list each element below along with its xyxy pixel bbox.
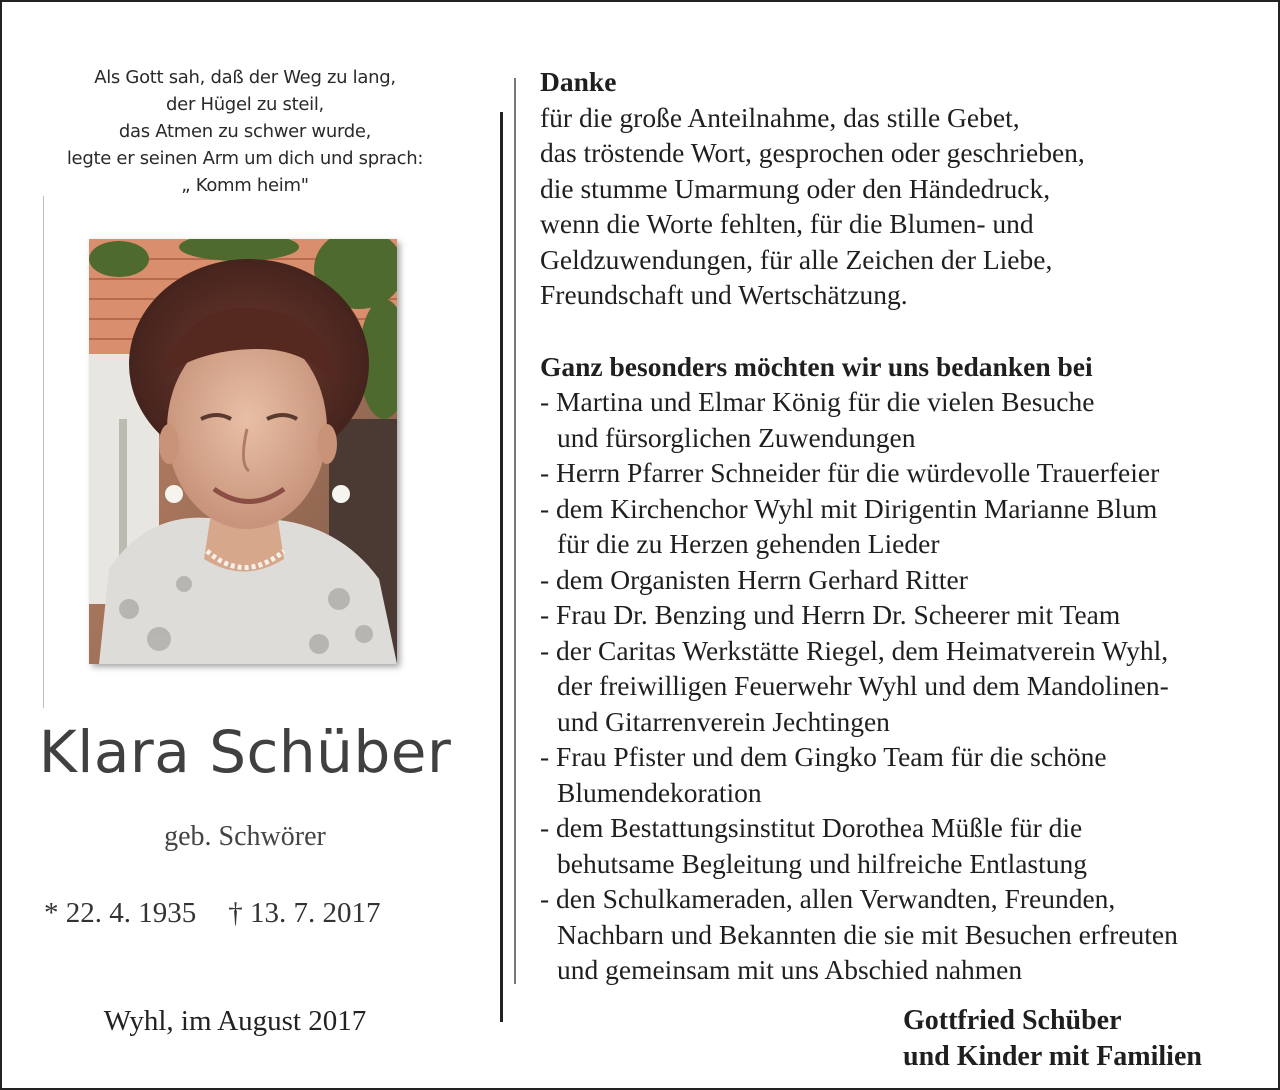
special-item-continuation: behutsame Begleitung und hilfreiche Entlastung <box>557 847 1088 879</box>
special-item: - der Caritas Werkstätte Riegel, dem Heimatverein Wyhl, <box>540 634 1169 666</box>
special-item-continuation: und gemeinsam mit uns Abschied nahmen <box>557 954 1023 985</box>
right-column <box>540 64 1260 988</box>
special-heading: Ganz besonders möchten wir uns bedanken bei <box>540 350 1093 382</box>
poem-line: „ Komm heim" <box>181 175 309 196</box>
special-item: - dem Kirchenchor Wyhl mit Dirigentin Marianne Blum <box>540 492 1158 524</box>
birth-date: * 22. 4. 1935 <box>44 897 197 929</box>
signature <box>903 1003 1263 1075</box>
special-item: - Martina und Elmar König für die vielen Besuche <box>540 386 1095 417</box>
poem-line: Als Gott sah, daß der Weg zu lang, <box>94 67 396 88</box>
poem-line: das Atmen zu schwer wurde, <box>118 121 372 142</box>
special-item: - dem Organisten Herrn Gerhard Ritter <box>540 563 968 595</box>
life-dates <box>44 897 464 930</box>
column-divider <box>500 112 503 1022</box>
special-item-continuation: Blumendekoration <box>557 776 762 808</box>
thanks-line: Geldzuwendungen, für alle Zeichen der Liebe, <box>540 243 1053 275</box>
special-item: - Frau Dr. Benzing und Herrn Dr. Scheerer mit Team <box>540 599 1121 630</box>
signature-line: Gottfried Schüber <box>903 1005 1122 1036</box>
poem-line: legte er seinen Arm um dich und sprach: <box>66 148 424 169</box>
special-item-continuation: der freiwilligen Feuerwehr Wyhl und dem Mandolinen- <box>557 670 1169 701</box>
special-item: - den Schulkameraden, allen Verwandten, Freunden, <box>540 883 1116 914</box>
thanks-line: die stumme Umarmung oder den Händedruck, <box>540 172 1051 204</box>
place-and-date: Wyhl, im August 2017 <box>103 1005 367 1037</box>
birth-name: geb. Schwörer <box>164 821 326 852</box>
special-item: - Frau Pfister und dem Gingko Team für die schöne <box>540 741 1107 772</box>
thanks-line: wenn die Worte fehlten, für die Blumen- und <box>540 208 1034 239</box>
special-item: - dem Bestattungsinstitut Dorothea Müßle für die <box>540 812 1083 843</box>
special-item-continuation: und Gitarrenverein Jechtingen <box>557 705 890 737</box>
signature-line: und Kinder mit Familien <box>903 1041 1202 1072</box>
left-rule <box>43 196 44 708</box>
poem-line: der Hügel zu steil, <box>166 94 324 115</box>
thanks-heading: Danke <box>540 66 617 97</box>
thanks-line: Freundschaft und Wertschätzung. <box>540 279 908 310</box>
thanks-line: das tröstende Wort, gesprochen oder geschrieben, <box>540 137 1085 168</box>
deceased-name: Klara Schüber <box>38 718 452 786</box>
special-item-continuation: für die zu Herzen gehenden Lieder <box>557 528 940 559</box>
special-item-continuation: und fürsorglichen Zuwendungen <box>557 421 916 453</box>
portrait-photo <box>89 239 397 664</box>
special-item-continuation: Nachbarn und Bekannten die sie mit Besuchen erfreuten <box>557 918 1178 950</box>
portrait-photo-icon <box>89 239 397 664</box>
death-date: † 13. 7. 2017 <box>228 897 381 929</box>
poem <box>20 64 470 199</box>
thanks-line: für die große Anteilnahme, das stille Gebet, <box>540 101 1020 133</box>
left-column <box>0 0 500 1090</box>
section-spacer <box>540 313 1260 349</box>
special-item: - Herrn Pfarrer Schneider für die würdevolle Trauerfeier <box>540 457 1160 488</box>
column-divider-thin <box>514 78 516 984</box>
